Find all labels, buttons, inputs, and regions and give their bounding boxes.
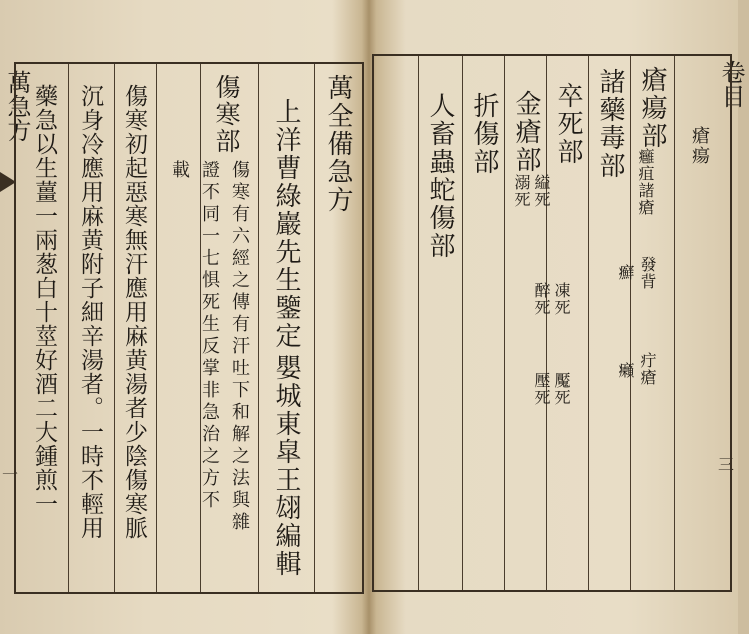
list-item: 諸藥毒部 [595, 68, 625, 180]
right-edge-text: 卷目 [717, 60, 745, 108]
left-edge-text: 萬急方 [3, 70, 31, 142]
list-item: 縊死 [532, 174, 551, 208]
left-text-frame [14, 62, 364, 594]
list-item: 疔瘡 [638, 352, 657, 386]
body-line-1: 傷寒初起惡寒無汗應用麻黄湯者少陰傷寒脈 [121, 84, 147, 540]
list-item: 魘死 [552, 372, 571, 406]
list-item: 溺死 [512, 174, 531, 208]
left-page-number: 一 [2, 465, 19, 484]
book-title: 萬全備急方 [323, 74, 353, 214]
right-page-number: 三 [718, 455, 735, 474]
list-item: 壓死 [532, 372, 551, 406]
right-text-frame [372, 54, 735, 592]
credit-editor: 上洋曹綠巖先生鑒定 [271, 98, 301, 350]
section-note: 傷寒有六經之傳有汗吐下和解之法與雜 證不同一七惧死生反掌非急治之方不 載 [169, 160, 250, 534]
list-item: 金瘡部 [511, 90, 541, 174]
list-item: 折傷部 [469, 92, 499, 176]
list-item: 凍死 [552, 282, 571, 316]
section-title: 傷寒部 [212, 74, 241, 155]
list-item: 癬 [616, 264, 635, 281]
right-page [368, 0, 745, 634]
list-item: 卒死部 [553, 82, 583, 166]
list-item: 發背 [638, 256, 657, 290]
left-page [0, 0, 366, 634]
list-item: 癩 [616, 362, 635, 379]
list-item: 瘡瘍部 癰疽 諸瘡 [636, 66, 667, 216]
list-item: 人畜蟲蛇傷部 [425, 92, 455, 260]
credit-compiler: 嬰城東皐王翃編輯 [271, 354, 301, 578]
list-item: 醉死 [532, 282, 551, 316]
body-line-2: 沉身冷應用麻黄附子細辛湯者。一時不輕用 [77, 84, 103, 540]
body-line-3: 藥急以生薑一兩葱白十莖好酒二大鍾煎一 [31, 84, 57, 516]
contents-header: 瘡瘍 [689, 126, 710, 166]
